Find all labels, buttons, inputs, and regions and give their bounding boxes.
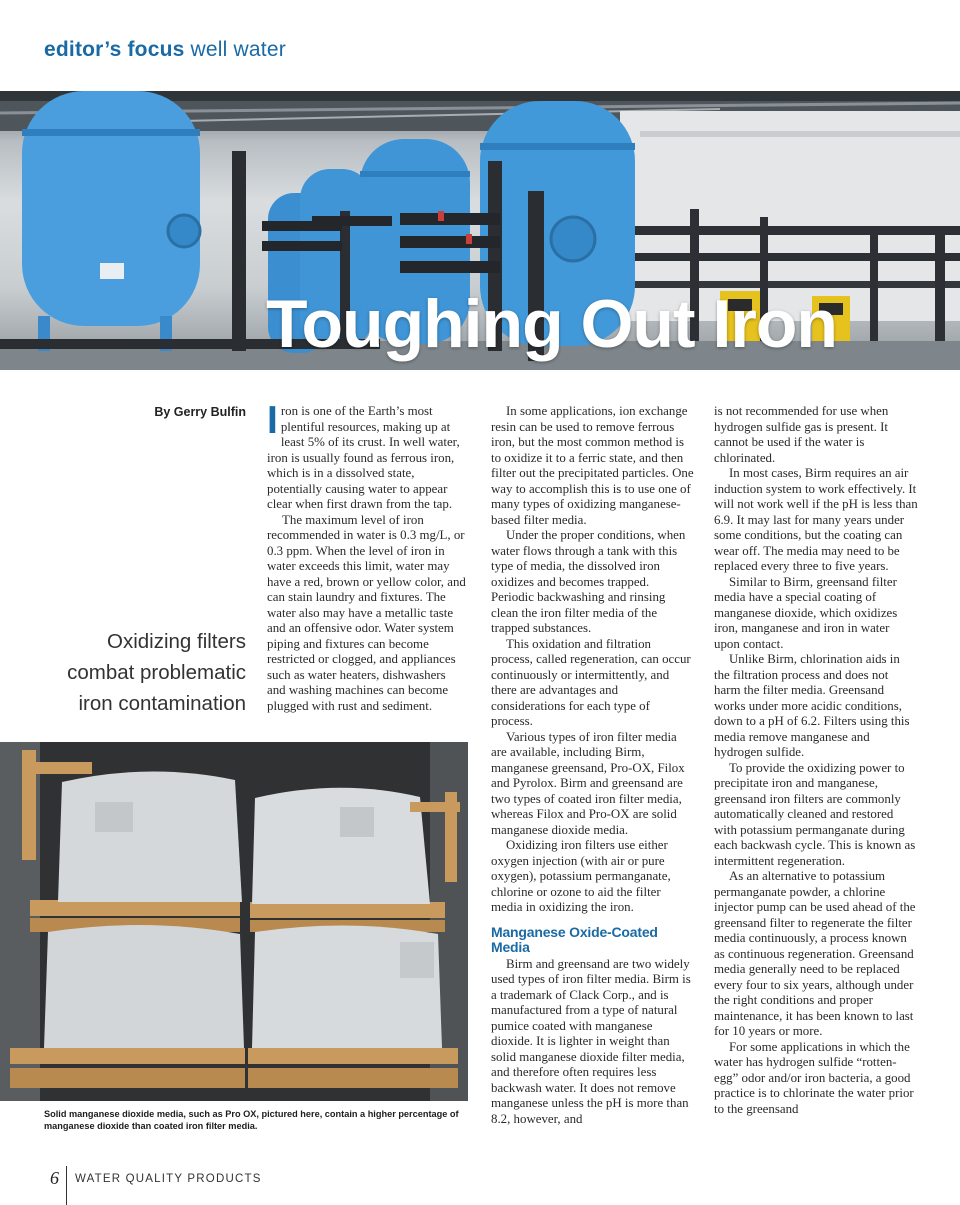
paragraph: For some applications in which the water has hydrogen sulfide “rotten-egg” odor and/or iron bacteria, a good practice is to chlorinate the water prior to the greensand bbox=[714, 1039, 914, 1116]
section-topic: well water bbox=[190, 38, 286, 61]
paragraph: Oxidizing iron filters use either oxygen injection (with air or pure oxygen), potassium permanganate, chlorine or ozone to aid the filter media in oxidizing the iron. bbox=[491, 838, 671, 914]
footer-divider bbox=[66, 1166, 67, 1205]
publication-name: WATER QUALITY PRODUCTS bbox=[75, 1173, 262, 1185]
paragraph: Similar to Birm, greensand filter media have a special coating of manganese dioxide, which oxidizes iron, manganese and iron in water upon contact. bbox=[714, 574, 898, 651]
article-title: Toughing Out Iron bbox=[266, 286, 837, 362]
article-column-2 bbox=[491, 404, 695, 1127]
photo-caption: Solid manganese dioxide media, such as Pro OX, pictured here, contain a higher percentage of manganese dioxide than coated iron filter media. bbox=[44, 1109, 459, 1131]
drop-cap: I bbox=[267, 399, 278, 442]
page-footer bbox=[50, 1166, 262, 1205]
article-column-3 bbox=[714, 404, 918, 1117]
deck: Oxidizing filters combat problematic iron contamination bbox=[67, 630, 246, 715]
paragraph: In most cases, Birm requires an air induction system to work effectively. It will not work well if the pH is less than 6.9. It may last for many years under some conditions, but the coating can wear off. The media may need to be replaced every three to five years. bbox=[714, 466, 918, 573]
paragraph: Various types of iron filter media are available, including Birm, manganese greensand, Pro-OX, Filox and Pyrolox. Birm and greensand are two types of coated iron filter media, whereas Filox and Pro-OX are solid manganese dioxide media. bbox=[491, 729, 685, 837]
paragraph: is not recommended for use when hydrogen sulfide gas is present. It cannot be used if the water is chlorinated. bbox=[714, 404, 889, 465]
section-label bbox=[44, 38, 286, 62]
section-name: editor’s focus bbox=[44, 38, 185, 61]
paragraph: Birm and greensand are two widely used types of iron filter media. Birm is a trademark of Clack Corp., and is manufactured from a type of natural pumice coated with manganese dioxide. It is lighter in weight than solid manganese dioxide filter media, and therefore often requires less backwash water. It does not remove manganese unless the pH is more than 8.2, however, and bbox=[491, 956, 691, 1126]
paragraph: To provide the oxidizing power to precipitate iron and manganese, greensand iron filters are commonly automatically cleaned and restored with potassium permanganate during each backwash cycle. This is known as intermittent regeneration. bbox=[714, 760, 916, 868]
paragraph: As an alternative to potassium permanganate powder, a chlorine injector pump can be used ahead of the greensand filter to regenerate the filter media continuously, a process known as continuous regeneration. Greensand media generally need to be replaced every four to six years, although under the right conditions and proper maintenance, it has been known to last for 10 years or more. bbox=[714, 869, 916, 1038]
subheading: Manganese Oxide-Coated Media bbox=[491, 923, 658, 955]
article-column-1 bbox=[267, 399, 467, 714]
paragraph: Under the proper conditions, when water flows through a tank with this type of media, the dissolved iron oxidizes and becomes trapped. Periodic backwashing and rinsing clean the iron filter media of the trapped substances. bbox=[491, 528, 686, 635]
paragraph: In some applications, ion exchange resin can be used to remove ferrous iron, but the most common method is to oxidize it to a ferric state, and then filter out the precipitated particles. One way to accomplish this is to use one of many types of oxidizing manganese-based filter media. bbox=[491, 404, 694, 527]
paragraph: This oxidation and filtration process, called regeneration, can occur continuously or intermittently, and there are advantages and considerations for each type of process. bbox=[491, 636, 691, 728]
media-bags-photo bbox=[0, 742, 468, 1101]
page-number: 6 bbox=[50, 1168, 59, 1188]
paragraph: Unlike Birm, chlorination aids in the filtration process and does not harm the filter media. Greensand works under more acidic conditions, down to a pH of 6.2. Filters using this media remove manganese and hydrogen sulfide. bbox=[714, 652, 910, 759]
paragraph: The maximum level of iron recommended in water is 0.3 mg/L, or 0.3 ppm. When the level of iron in water exceeds this limit, water may have a red, brown or yellow color, and can stain laundry and fixtures. The water also may have a metallic taste and an offensive odor. Water system piping and fixtures can become restricted or clogged, and appliances such as water heaters, dishwashers and washing machines can become plugged with rust and sediment. bbox=[267, 512, 466, 713]
media-bags-illustration bbox=[0, 742, 468, 1101]
paragraph: ron is one of the Earth’s most plentiful resources, making up at least 5% of its crust. In well water, iron is usually found as ferrous iron, which is in a dissolved state, potentially causing water to appear clear when first drawn from the tap. bbox=[267, 404, 460, 511]
byline: By Gerry Bulfin bbox=[154, 405, 246, 419]
